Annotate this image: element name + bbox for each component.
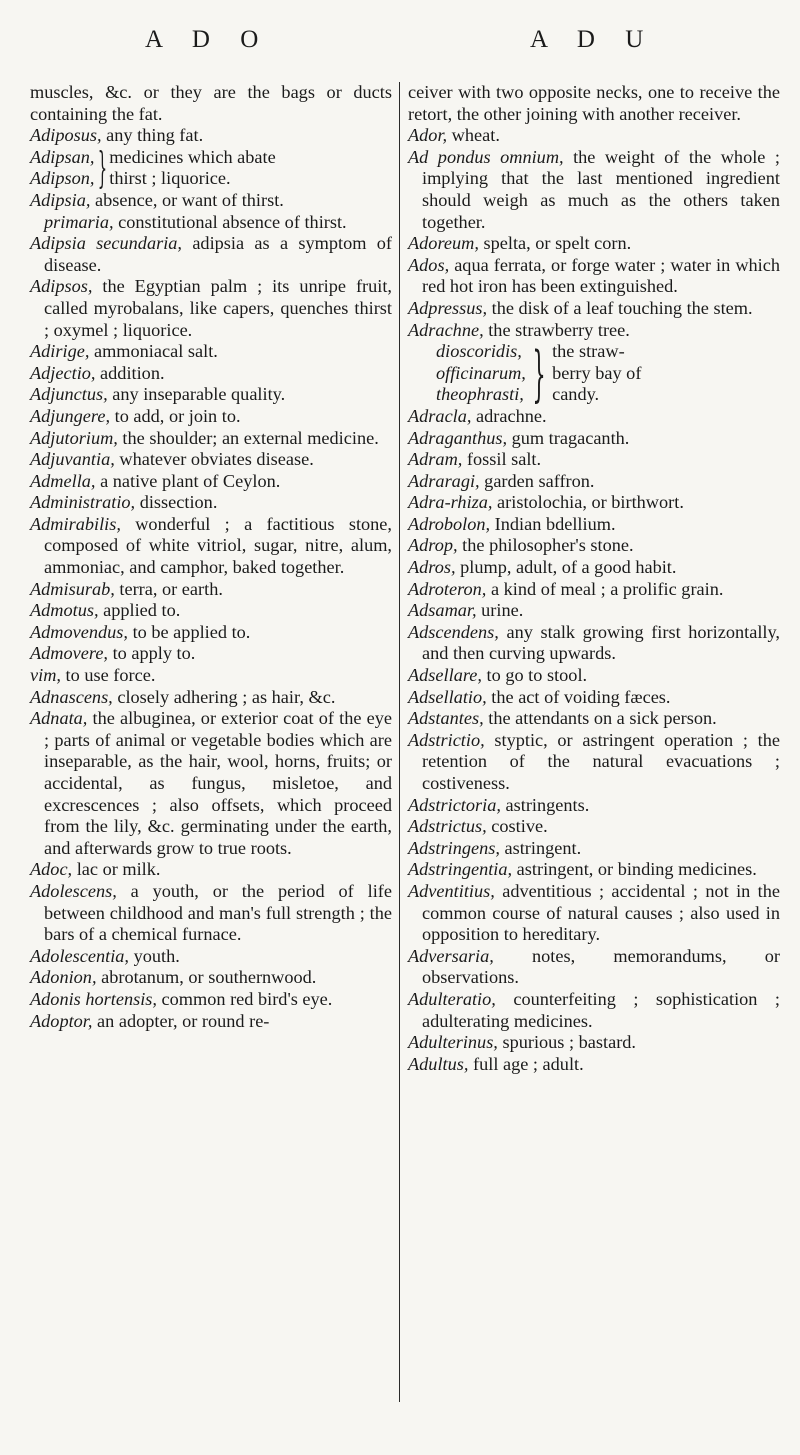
entry: Adram, fossil salt.: [408, 449, 542, 470]
entry-continuation: ceiver with two opposite necks, one to receive the retort, the other joining with another receiver.: [408, 82, 780, 124]
entry: Adjectio, addition.: [30, 362, 165, 383]
entry: Adrop, the philosopher's stone.: [408, 535, 634, 556]
column-rule: [399, 82, 400, 1402]
entry: Adonion, abrotanum, or southernwood.: [30, 967, 317, 988]
entry: Adstringens, astringent.: [408, 837, 582, 858]
brace-glyph: }: [97, 143, 107, 193]
entry: Adraragi, garden saffron.: [408, 470, 595, 491]
entry: Adipsia, absence, or want of thirst.: [30, 189, 284, 210]
entry: Adsellare, to go to stool.: [408, 665, 588, 686]
entry: Adros, plump, adult, of a good habit.: [408, 557, 677, 578]
entry: Ador, wheat.: [408, 125, 500, 146]
entry: Administratio, dissection.: [30, 492, 218, 513]
entry: Adoreum, spelta, or spelt corn.: [408, 233, 632, 254]
bracketed-entry: Adipsan, Adipson, } medicines which abate thirst ; liquorice.: [30, 143, 276, 193]
entry: Adulterinus, spurious ; bastard.: [408, 1032, 636, 1053]
entry: Adjuvantia, whatever obviates disease.: [30, 449, 314, 470]
entry: Adolescentia, youth.: [30, 945, 180, 966]
entry: Adonis hortensis, common red bird's eye.: [30, 988, 333, 1009]
entry-continuation: muscles, &c. or they are the bags or ducts containing the fat.: [30, 82, 392, 124]
entry: Adultus, full age ; adult.: [408, 1053, 584, 1074]
entry: Adstrictus, costive.: [408, 816, 548, 837]
left-column: [30, 82, 392, 1032]
entry: Adra-rhiza, aristolochia, or birthwort.: [408, 492, 684, 513]
entry: Admotus, applied to.: [30, 600, 181, 621]
entry: Adolescens, a youth, or the period of life between childhood and man's full strength ; the bars of a chemical furnace.: [30, 880, 392, 945]
entry: Admisurab, terra, or earth.: [30, 578, 223, 599]
entry: Adoc, lac or milk.: [30, 859, 161, 880]
sub-entry: vim, to use force.: [30, 665, 156, 686]
running-head-left: A D O: [145, 26, 271, 53]
entry: Adraganthus, gum tragacanth.: [408, 427, 630, 448]
entry: Adroteron, a kind of meal ; a prolific grain.: [408, 578, 724, 599]
entry: Admirabilis, wonderful ; a factitious stone, composed of white vitriol, sugar, nitre, alum, ammoniac, and camphor, baked together.: [30, 513, 392, 578]
entry: Adipsos, the Egyptian palm ; its unripe fruit, called myrobalans, like capers, quenches thirst ; oxymel ; liquorice.: [30, 276, 392, 340]
right-column: [408, 82, 780, 1075]
entry: Adnata, the albuginea, or exterior coat of the eye ; parts of animal or vegetable bodies which are inseparable, as the hair, wool, horns, fruits; or accidental, as fungus, misletoe, and excrescences ; also offsets, which proceed from the lily, &c. germinating under the earth, and afterwards grow to true roots.: [30, 708, 392, 858]
entry: Ad pondus omnium, the weight of the whole ; implying that the last mentioned ingredient should weigh as much as the others taken together.: [408, 146, 780, 232]
entry: Adsellatio, the act of voiding fæces.: [408, 686, 671, 707]
entry: Adracla, adrachne.: [408, 405, 547, 426]
entry: Adversaria, notes, memorandums, or observations.: [408, 945, 780, 988]
running-head-right: A D U: [530, 26, 656, 53]
entry: Admella, a native plant of Ceylon.: [30, 470, 281, 491]
sub-entry: primaria, constitutional absence of thirst.: [44, 211, 347, 232]
entry: Adscendens, any stalk growing first horizontally, and then curving upwards.: [408, 621, 780, 664]
entry: Adstringentia, astringent, or binding medicines.: [408, 859, 757, 880]
entry: Adstrictio, styptic, or astringent operation ; the retention of the natural evacuations ; costiveness.: [408, 729, 780, 793]
entry: Adulteratio, counterfeiting ; sophistication ; adulterating medicines.: [408, 988, 780, 1031]
entry: Adjunctus, any inseparable quality.: [30, 384, 286, 405]
entry: Adrachne, the strawberry tree.: [408, 319, 630, 340]
entry: Adoptor, an adopter, or round re-: [30, 1010, 270, 1031]
entry: Adrobolon, Indian bdellium.: [408, 513, 616, 534]
entry: Adventitius, adventitious ; accidental ; not in the common course of natural causes ; also used in opposition to hereditary.: [408, 880, 780, 945]
entry: Adiposus, any thing fat.: [30, 125, 204, 146]
entry: Admovendus, to be applied to.: [30, 621, 251, 642]
entry: Adirige, ammoniacal salt.: [30, 341, 218, 362]
entry: Adstantes, the attendants on a sick person.: [408, 708, 717, 729]
entry: Adnascens, closely adhering ; as hair, &c.: [30, 686, 336, 707]
entry: Admovere, to apply to.: [30, 643, 196, 664]
entry: Adjutorium, the shoulder; an external medicine.: [30, 427, 379, 448]
brace-glyph: }: [532, 338, 546, 409]
bracketed-entry: dioscoridis, officinarum, theophrasti, } the straw- berry bay of candy.: [436, 338, 642, 409]
entry: Adipsia secundaria, adipsia as a symptom of disease.: [30, 233, 392, 275]
entry: Adjungere, to add, or join to.: [30, 405, 241, 426]
entry: Adpressus, the disk of a leaf touching the stem.: [408, 297, 753, 318]
entry: Ados, aqua ferrata, or forge water ; water in which red hot iron has been extinguished.: [408, 254, 780, 297]
entry: Adsamar, urine.: [408, 600, 524, 621]
entry: Adstrictoria, astringents.: [408, 794, 590, 815]
